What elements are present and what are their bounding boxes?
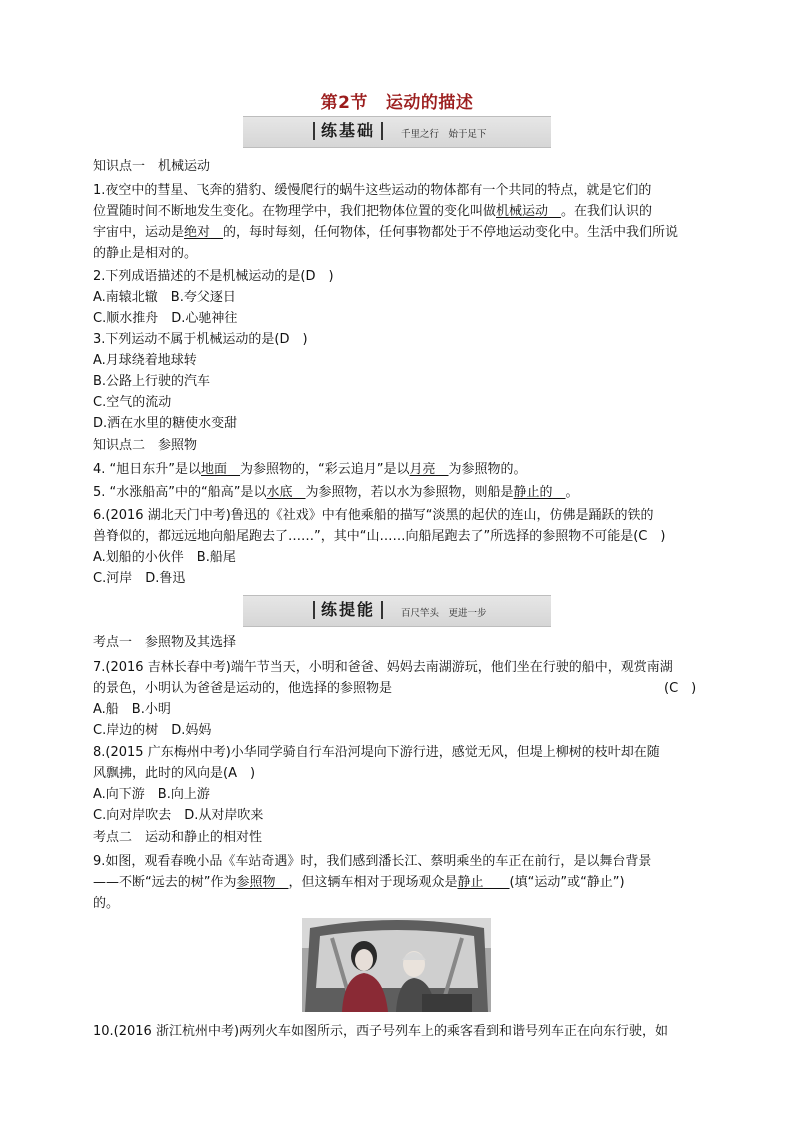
q6-line-2: 兽脊似的，都远远地向船尾跑去了……”，其中“山……向船尾跑去了”所选择的参照物不可能是(C ) — [93, 529, 666, 544]
q3-option-d: D.洒在水里的糖使水变甜 — [93, 416, 238, 431]
answer-blank: 绝对 — [184, 225, 211, 240]
exam-point-heading-1: 考点一 参照物及其选择 — [93, 635, 237, 650]
answer-blank: 参照物 — [236, 875, 276, 890]
section-name: 运动的描述 — [385, 93, 474, 113]
q8-line-2: 风飘拂，此时的风向是(A ) — [93, 766, 256, 781]
q7-options-1: A.船 B.小明 — [93, 702, 171, 717]
q8-line-1: 8.(2015 广东梅州中考)小华同学骑自行车沿河堤向下游行进，感觉无风，但堤上柳树的枝叶却在随 — [93, 745, 660, 760]
q4: 4. “旭日东升”是以地面 为参照物的，“彩云追月”是以月亮 为参照物的。 — [93, 462, 527, 477]
q6-options-2: C.河岸 D.鲁迅 — [93, 571, 186, 586]
q1-line-2: 位置随时间不断地发生变化。在物理学中，我们把物体位置的变化叫做机械运动 。在我们认识的 — [93, 204, 653, 219]
section-number: 第2节 — [320, 93, 368, 113]
answer-blank: 地面 — [201, 462, 228, 477]
q3-stem: 3.下列运动不属于机械运动的是(D ) — [93, 332, 308, 347]
q7-line-1: 7.(2016 吉林长春中考)端午节当天，小明和爸爸、妈妈去南湖游玩，他们坐在行驶的船中，观赏南湖 — [93, 660, 673, 675]
q7-answer: (C ) — [664, 681, 697, 696]
q7-options-2: C.岸边的树 D.妈妈 — [93, 723, 212, 738]
car-scene-illustration — [302, 918, 491, 1012]
q2-options-2: C.顺水推舟 D.心驰神往 — [93, 311, 238, 326]
q8-options-2: C.向对岸吹去 D.从对岸吹来 — [93, 808, 264, 823]
q10-line-1: 10.(2016 浙江杭州中考)两列火车如图所示，西子号列车上的乘客看到和谐号列车正在向东行驶，如 — [93, 1024, 669, 1039]
q3-option-c: C.空气的流动 — [93, 395, 172, 410]
q5: 5. “水涨船高”中的“船高”是以水底 为参照物，若以水为参照物，则船是静止的 。 — [93, 485, 579, 500]
exam-point-heading-2: 考点二 运动和静止的相对性 — [93, 830, 263, 845]
q2-options-1: A.南辕北辙 B.夸父逐日 — [93, 290, 236, 305]
page-title — [0, 88, 794, 113]
q2-stem: 2.下列成语描述的不是机械运动的是(D ) — [93, 269, 334, 284]
q8-options-1: A.向下游 B.向上游 — [93, 787, 210, 802]
q6-line-1: 6.(2016 湖北天门中考)鲁迅的《社戏》中有他乘船的描写“淡黑的起伏的连山，仿佛是踊跃的铁的 — [93, 508, 654, 523]
q3-option-b: B.公路上行驶的汽车 — [93, 374, 211, 389]
answer-blank: 水底 — [266, 485, 293, 500]
q3-option-a: A.月球绕着地球转 — [93, 353, 197, 368]
knowledge-heading-1: 知识点一 机械运动 — [93, 159, 211, 174]
q1-line-1: 1.夜空中的彗星、飞奔的猎豹、缓慢爬行的蜗牛这些运动的物体都有一个共同的特点，就是它们的 — [93, 183, 652, 198]
banner-motto: 百尺竿头 更进一步 — [401, 608, 487, 619]
answer-blank: 机械运动 — [496, 204, 549, 219]
banner-advanced-practice — [243, 595, 551, 627]
answer-blank: 月亮 — [409, 462, 436, 477]
answer-blank: 静止 — [457, 875, 484, 890]
skit-photo — [302, 918, 491, 1012]
q1-line-3: 宇宙中，运动是绝对 的，每时每刻，任何物体，任何事物都处于不停地运动变化中。生活中我们所说 — [93, 225, 679, 240]
q9-line-3: 的。 — [93, 896, 120, 911]
knowledge-heading-2: 知识点二 参照物 — [93, 438, 198, 453]
banner-motto: 千里之行 始于足下 — [401, 129, 487, 140]
banner-main-label: 练基础 — [313, 122, 383, 140]
banner-basic-practice — [243, 116, 551, 148]
q7-line-2: 的景色，小明认为爸爸是运动的，他选择的参照物是 — [93, 681, 393, 696]
banner-main-label: 练提能 — [313, 601, 383, 619]
answer-blank: 静止的 — [513, 485, 553, 500]
q9-line-1: 9.如图，观看春晚小品《车站奇遇》时，我们感到潘长江、蔡明乘坐的车正在前行，是以舞台背景 — [93, 854, 652, 869]
q9-line-2: ——不断“远去的树”作为参照物 ，但这辆车相对于现场观众是静止 (填“运动”或“静止”) — [93, 875, 625, 890]
q1-line-4: 的静止是相对的。 — [93, 246, 198, 261]
q6-options-1: A.划船的小伙伴 B.船尾 — [93, 550, 236, 565]
